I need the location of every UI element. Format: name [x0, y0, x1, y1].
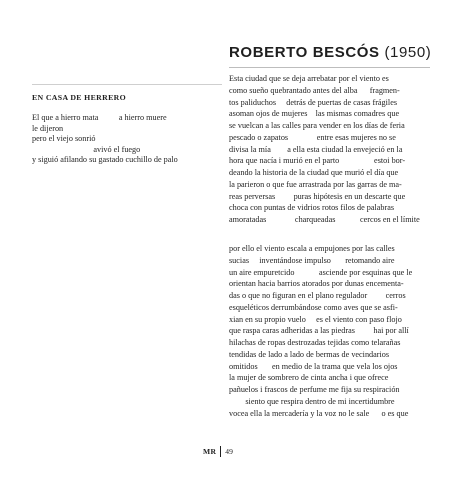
- prose-line: Esta ciudad que se deja arrebatar por el viento es: [229, 74, 389, 83]
- prose-line: tos paliduchos detrás de puertas de casas frágiles: [229, 97, 398, 107]
- prose-line: deando la historia de la ciudad que murió el día que: [229, 168, 399, 177]
- prose-line: hilachas de ropas destrozadas tejidas como telarañas: [229, 338, 401, 347]
- poem-line: le dijeron: [32, 123, 64, 133]
- prose-line: se vuelcan a las calles para vender en los días de feria: [229, 121, 405, 130]
- prose-line: xian en su propio vuelo es el viento con paso flojo: [229, 314, 402, 324]
- prose-line: amoratadas charqueadas cercos en el límite: [229, 215, 420, 224]
- prose-line: das o que no figuran en el plano regulador cerros: [229, 291, 406, 300]
- prose-line: omitidos en medio de la trama que vela los ojos: [229, 361, 398, 371]
- heading-rule: [229, 67, 430, 68]
- prose-line: hora que nacía i murió en el parto estoi bor-: [229, 156, 406, 166]
- author-years: (1950): [384, 44, 432, 61]
- prose-line: tendidas de lado a lado de bermas de vecindarios: [229, 349, 390, 359]
- poem-line: pero el viejo sonrió: [32, 134, 96, 144]
- prose-line: asoman ojos de mujeres las mismas comadres que: [229, 109, 400, 119]
- prose-line: por ello el viento escala a empujones por las calles: [229, 244, 395, 253]
- poem-line: avivó el fuego: [32, 144, 141, 154]
- poem-title: EN CASA DE HERRERO: [32, 93, 127, 102]
- page-footer: [203, 446, 233, 457]
- prose-line: divisa la mía a ella esta ciudad la envejeció en la: [229, 144, 403, 154]
- author-heading: [229, 44, 431, 61]
- prose-line: reas perversas puras hipótesis en un descarte que: [229, 191, 406, 201]
- poem-body: [32, 113, 224, 166]
- poem-line: El que a hierro mata a hierro muere: [32, 113, 167, 122]
- prose-line: un aire empuretcido asciende por esquinas que le: [229, 267, 413, 277]
- prose-line: pescado o zapatos entre esas mujeres no se: [229, 132, 396, 142]
- prose-paragraph-1: [229, 73, 431, 226]
- prose-line: choca con puntas de vidrios rotos filos de palabras: [229, 203, 395, 213]
- prose-paragraph-2: [229, 243, 431, 419]
- poem-rule: [32, 84, 222, 85]
- footer-divider: [220, 446, 221, 457]
- prose-line: sucias inventándose impulso retomando aire: [229, 255, 395, 265]
- prose-line: la parieron o que fue arrastrada por las garras de ma-: [229, 179, 402, 189]
- prose-line: siento que respira dentro de mi incertidumbre: [229, 396, 395, 406]
- poem-line: y siguió afilando su gastado cuchillo de palo: [32, 155, 178, 165]
- prose-line: que raspa caras adheridas a las piedras hai por allí: [229, 326, 409, 336]
- journal-abbrev: MR: [203, 447, 217, 456]
- prose-line: esqueléticos derrumbándose como aves que se asfi-: [229, 302, 398, 312]
- prose-line: vocea ella la mercadería y la voz no le sale o es que: [229, 408, 409, 418]
- prose-line: pañuelos i frascos de perfume me fija su respiración: [229, 385, 400, 394]
- page-number: 49: [225, 447, 233, 456]
- prose-line: la mujer de sombrero de cinta ancha i que ofrece: [229, 373, 389, 383]
- prose-line: como sueño quebrantado antes del alba fragmen-: [229, 85, 400, 95]
- author-name: ROBERTO BESCÓS: [229, 44, 380, 61]
- prose-line: orientan hacia barrios atorados por dunas encementa-: [229, 279, 404, 289]
